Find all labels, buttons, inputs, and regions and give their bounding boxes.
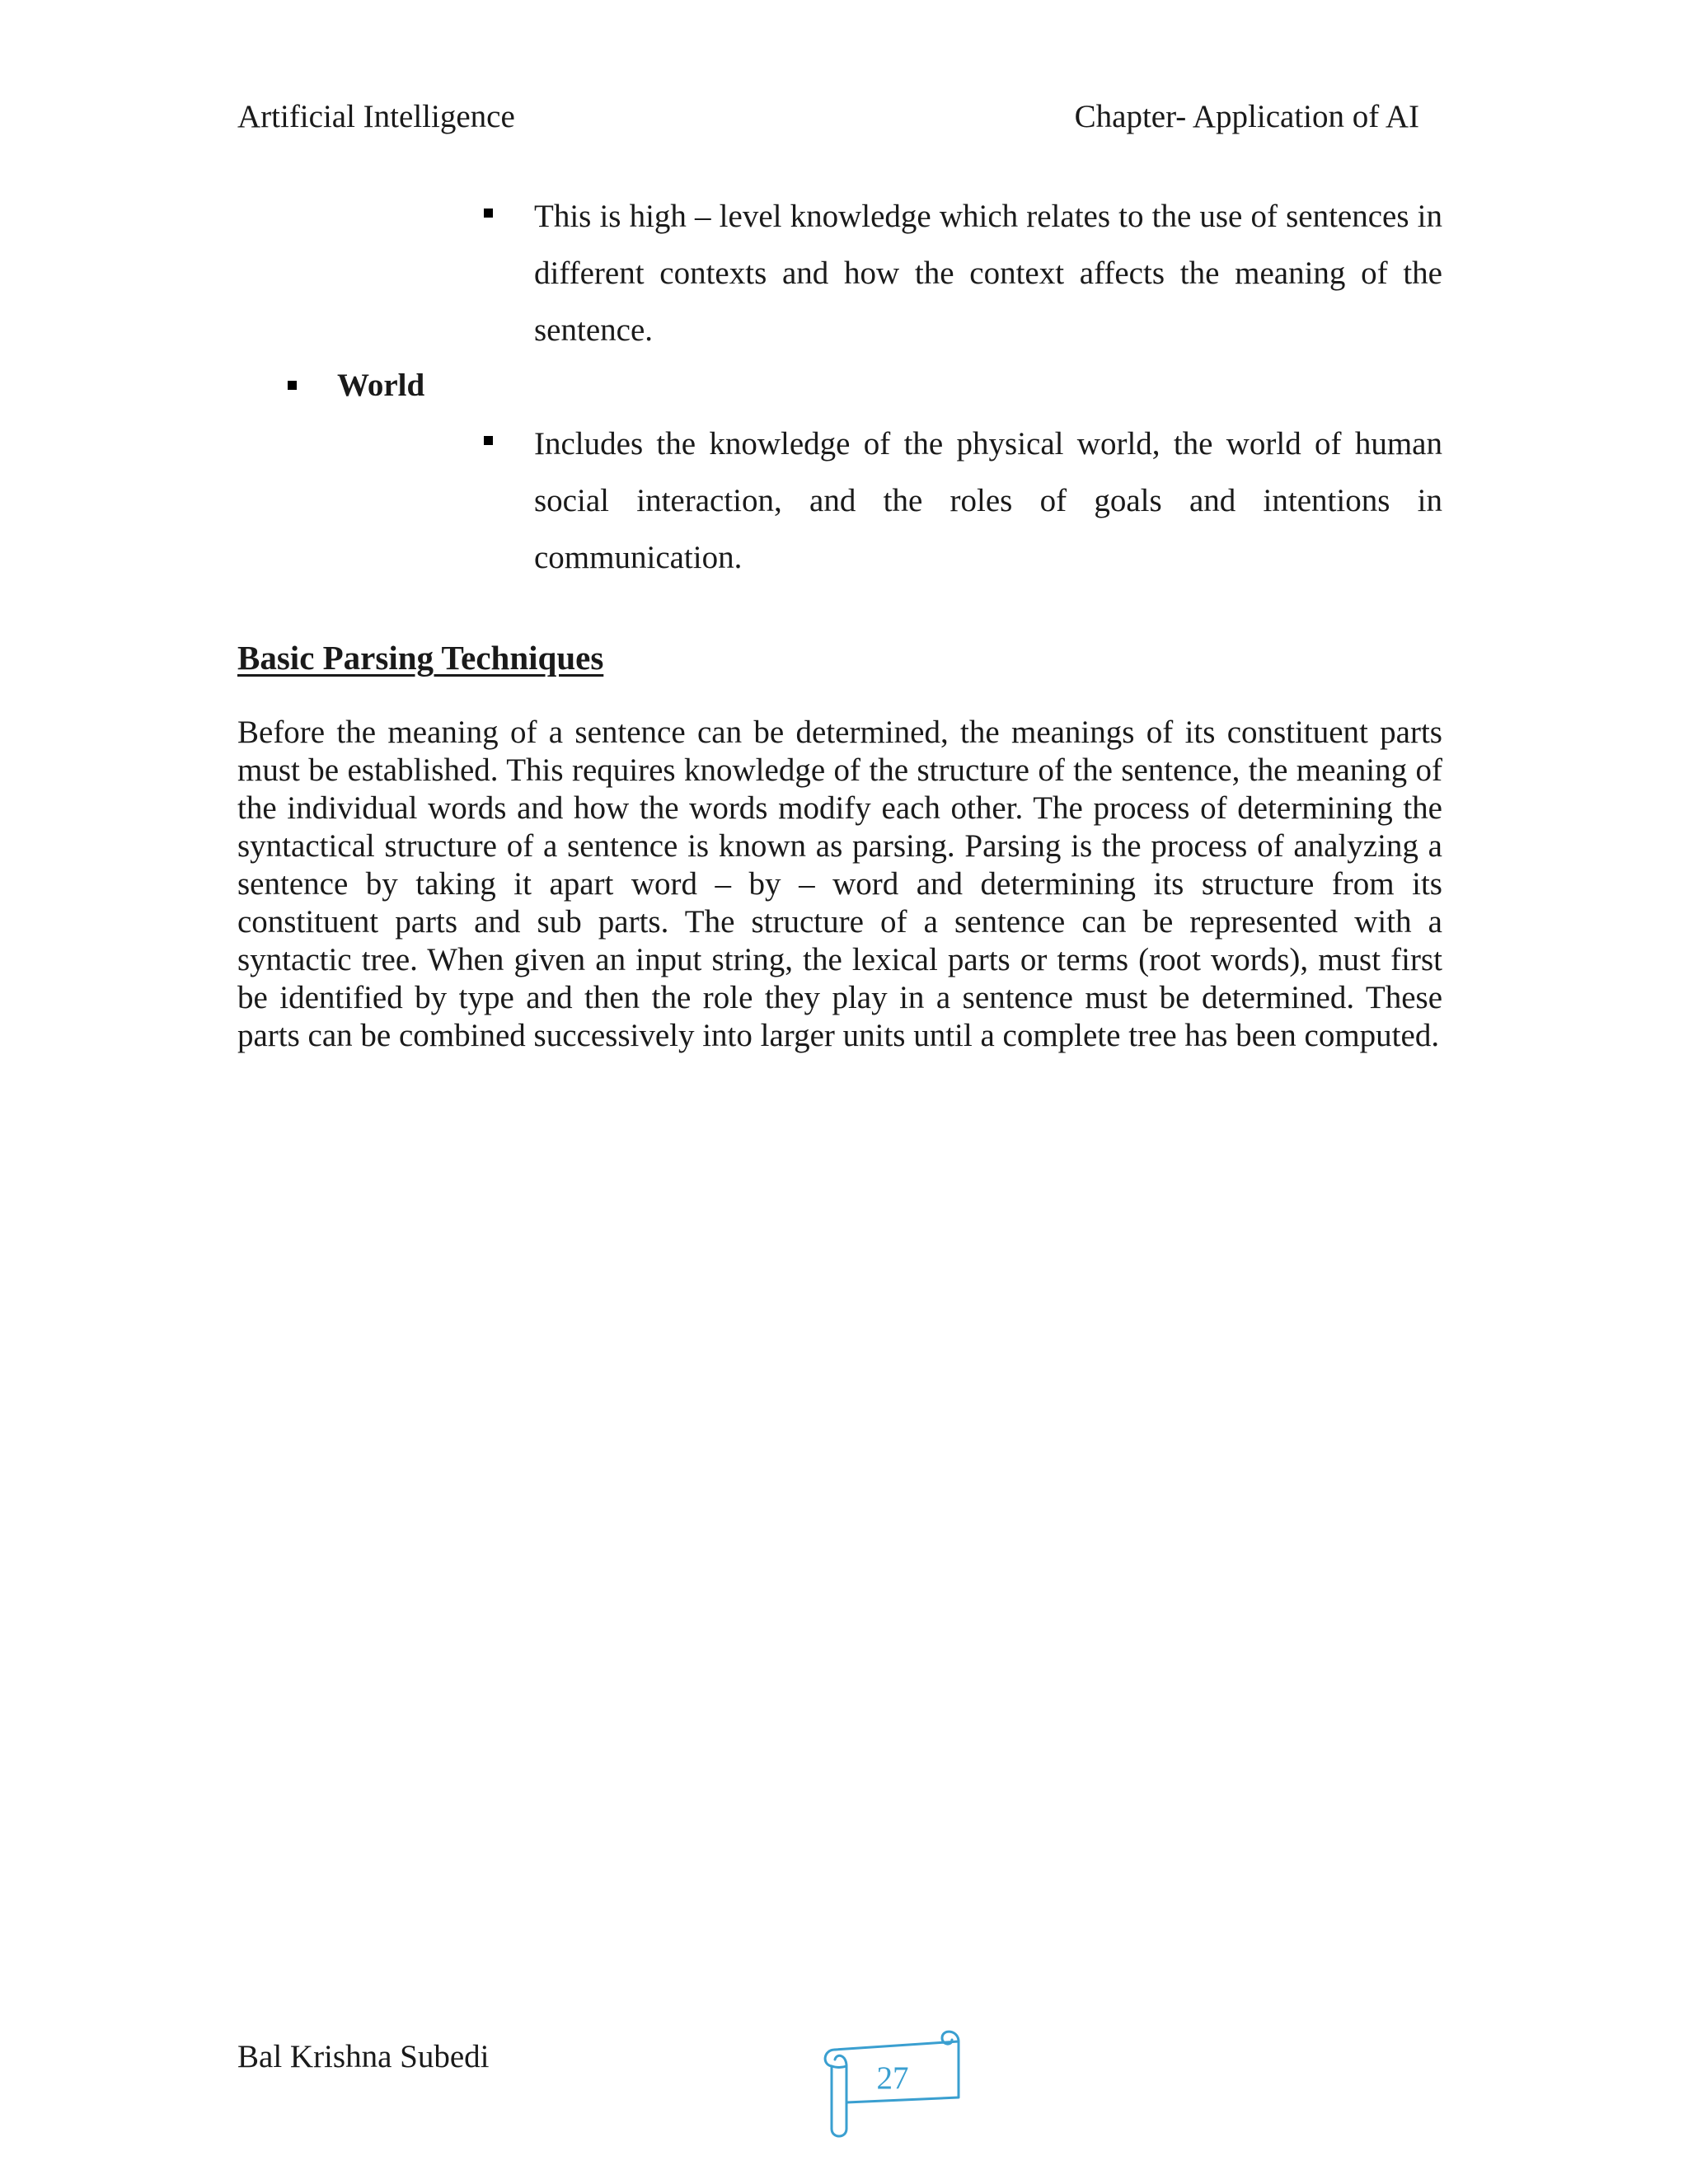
square-bullet-icon bbox=[484, 209, 493, 218]
page-number: 27 bbox=[876, 2060, 909, 2096]
section-heading: Basic Parsing Techniques bbox=[237, 639, 604, 677]
square-bullet-icon bbox=[288, 381, 297, 390]
header-title: Artificial Intelligence bbox=[237, 99, 515, 134]
footer-author: Bal Krishna Subedi bbox=[237, 2039, 490, 2074]
header-chapter: Chapter- Application of AI bbox=[1074, 99, 1419, 134]
body-paragraph: Before the meaning of a sentence can be determined, the meanings of its constituent parts must be established. This requires knowledge of the structure of the sentence, the meaning of the individual words and how the words modify each other. The process of determining the syntactical structure of a sentence is known as parsing. Parsing is the process of analyzing a sentence by taking it apart word – by – word and determining its structure from its constituent parts and sub parts. The structure of a sentence can be represented with a syntactic tree. When given an input string, the lexical parts or terms (root words), must first be identified by type and then the role they play in a sentence must be determined. These parts can be combined successively into larger units until a complete tree has been computed. bbox=[237, 715, 1442, 1053]
world-bullet-text: Includes the knowledge of the physical world, the world of human social interaction, and the roles of goals and intentions in communication. bbox=[534, 426, 1442, 575]
square-bullet-icon bbox=[484, 436, 493, 445]
world-label: World bbox=[337, 368, 425, 403]
pragmatic-bullet-text: This is high – level knowledge which relates to the use of sentences in different contexts and how the context affects the meaning of the sentence. bbox=[534, 199, 1442, 348]
